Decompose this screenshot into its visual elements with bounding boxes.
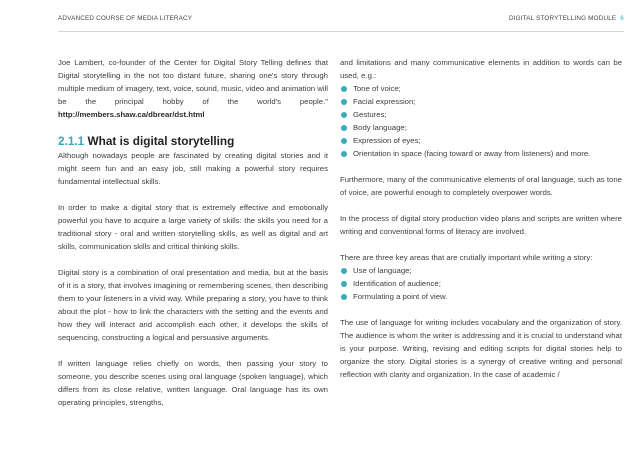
paragraph: In order to make a digital story that is extremely effective and emotionally powerful you have to acquire a large variety of skills: the skills you need for a traditional story - oral and written storytelling skills, as well as digital and art skills, communication skills and critical thinking skills. <box>58 203 328 251</box>
source-link[interactable]: http://members.shaw.ca/dbrear/dst.html <box>58 110 205 119</box>
intro-text: Joe Lambert, co-founder of the Center for Digital Story Telling defines that Digital storytelling in the not too distant future, sharing one's story through multiple medium of imagery, text, voice, sound, music, video and animation will be the principal hobby of the world's people." <box>58 58 328 106</box>
header-divider <box>58 31 624 32</box>
list-item: Orientation in space (facing toward or away from listeners) and more. <box>340 147 622 160</box>
bullet-icon <box>341 281 347 287</box>
bullet-icon <box>341 151 347 157</box>
list-item: Facial expression; <box>340 95 622 108</box>
paragraph: Although nowadays people are fascinated by creating digital stories and it might seem fun and an easy job, still making a powerful story requires fundamental intellectual skills. <box>58 151 328 186</box>
bullet-icon <box>341 125 347 131</box>
paragraph: There are three key areas that are crutially important while writing a story: <box>340 253 593 262</box>
list-item: Formulating a point of view. <box>340 290 622 303</box>
bullet-icon <box>341 112 347 118</box>
page-number: 6 <box>620 15 624 22</box>
intro-paragraph <box>58 56 328 121</box>
bullet-icon <box>341 138 347 144</box>
running-header-right <box>509 15 624 22</box>
module-title: DIGITAL STORYTELLING MODULE <box>508 15 617 22</box>
communicative-elements-list <box>340 82 622 160</box>
list-item: Gestures; <box>340 108 622 121</box>
left-column <box>58 56 328 409</box>
paragraph: Digital story is a combination of oral presentation and media, but at the basis of it is a story, that involves imagining or remembering scenes, then describing them to your listeners in a vivid way. While preparing a story, you have to think about the plot - how to link the characters with the setting and the events and how they will interact and accomplish each other, it develops the skills of sequencing, constructing a logical and persuasive arguments. <box>58 268 328 342</box>
right-column <box>340 56 622 381</box>
key-areas-list <box>340 264 622 303</box>
paragraph: and limitations and many communicative elements in addition to words can be used, e.g.: <box>340 58 622 80</box>
running-header-left: ADVANCED COURSE OF MEDIA LITERACY <box>58 15 193 22</box>
paragraph: The use of language for writing includes vocabulary and the organization of story. The audience is whom the writer is addressing and it is crucial to understand what is your purpose. Writing, revising and editing scripts for digital stories help to organize the story. Digital stories is a synergy of creative writing and personal reflection with clarity and organization. In the case of academic / <box>340 318 622 379</box>
list-item: Body language; <box>340 121 622 134</box>
bullet-icon <box>341 86 347 92</box>
bullet-icon <box>341 294 347 300</box>
paragraph: If written language relies chiefly on words, then passing your story to someone, you describe scenes using oral language (spoken language), which differs from its close relative, written language. Oral language has its own operating principles, strengths, <box>58 359 328 407</box>
list-item: Use of language; <box>340 264 622 277</box>
section-number: 2.1.1 <box>58 134 85 148</box>
list-item: Identification of audience; <box>340 277 622 290</box>
section-title: What is digital storytelling <box>87 134 235 148</box>
paragraph: In the process of digital story production video plans and scripts are written where writing and conventional forms of literacy are involved. <box>340 214 622 236</box>
bullet-icon <box>341 99 347 105</box>
section-heading <box>58 134 328 149</box>
paragraph: Furthermore, many of the communicative elements of oral language, such as tone of voice, are powerful enough to completely overpower words. <box>340 175 622 197</box>
list-item: Expression of eyes; <box>340 134 622 147</box>
list-item: Tone of voice; <box>340 82 622 95</box>
bullet-icon <box>341 268 347 274</box>
